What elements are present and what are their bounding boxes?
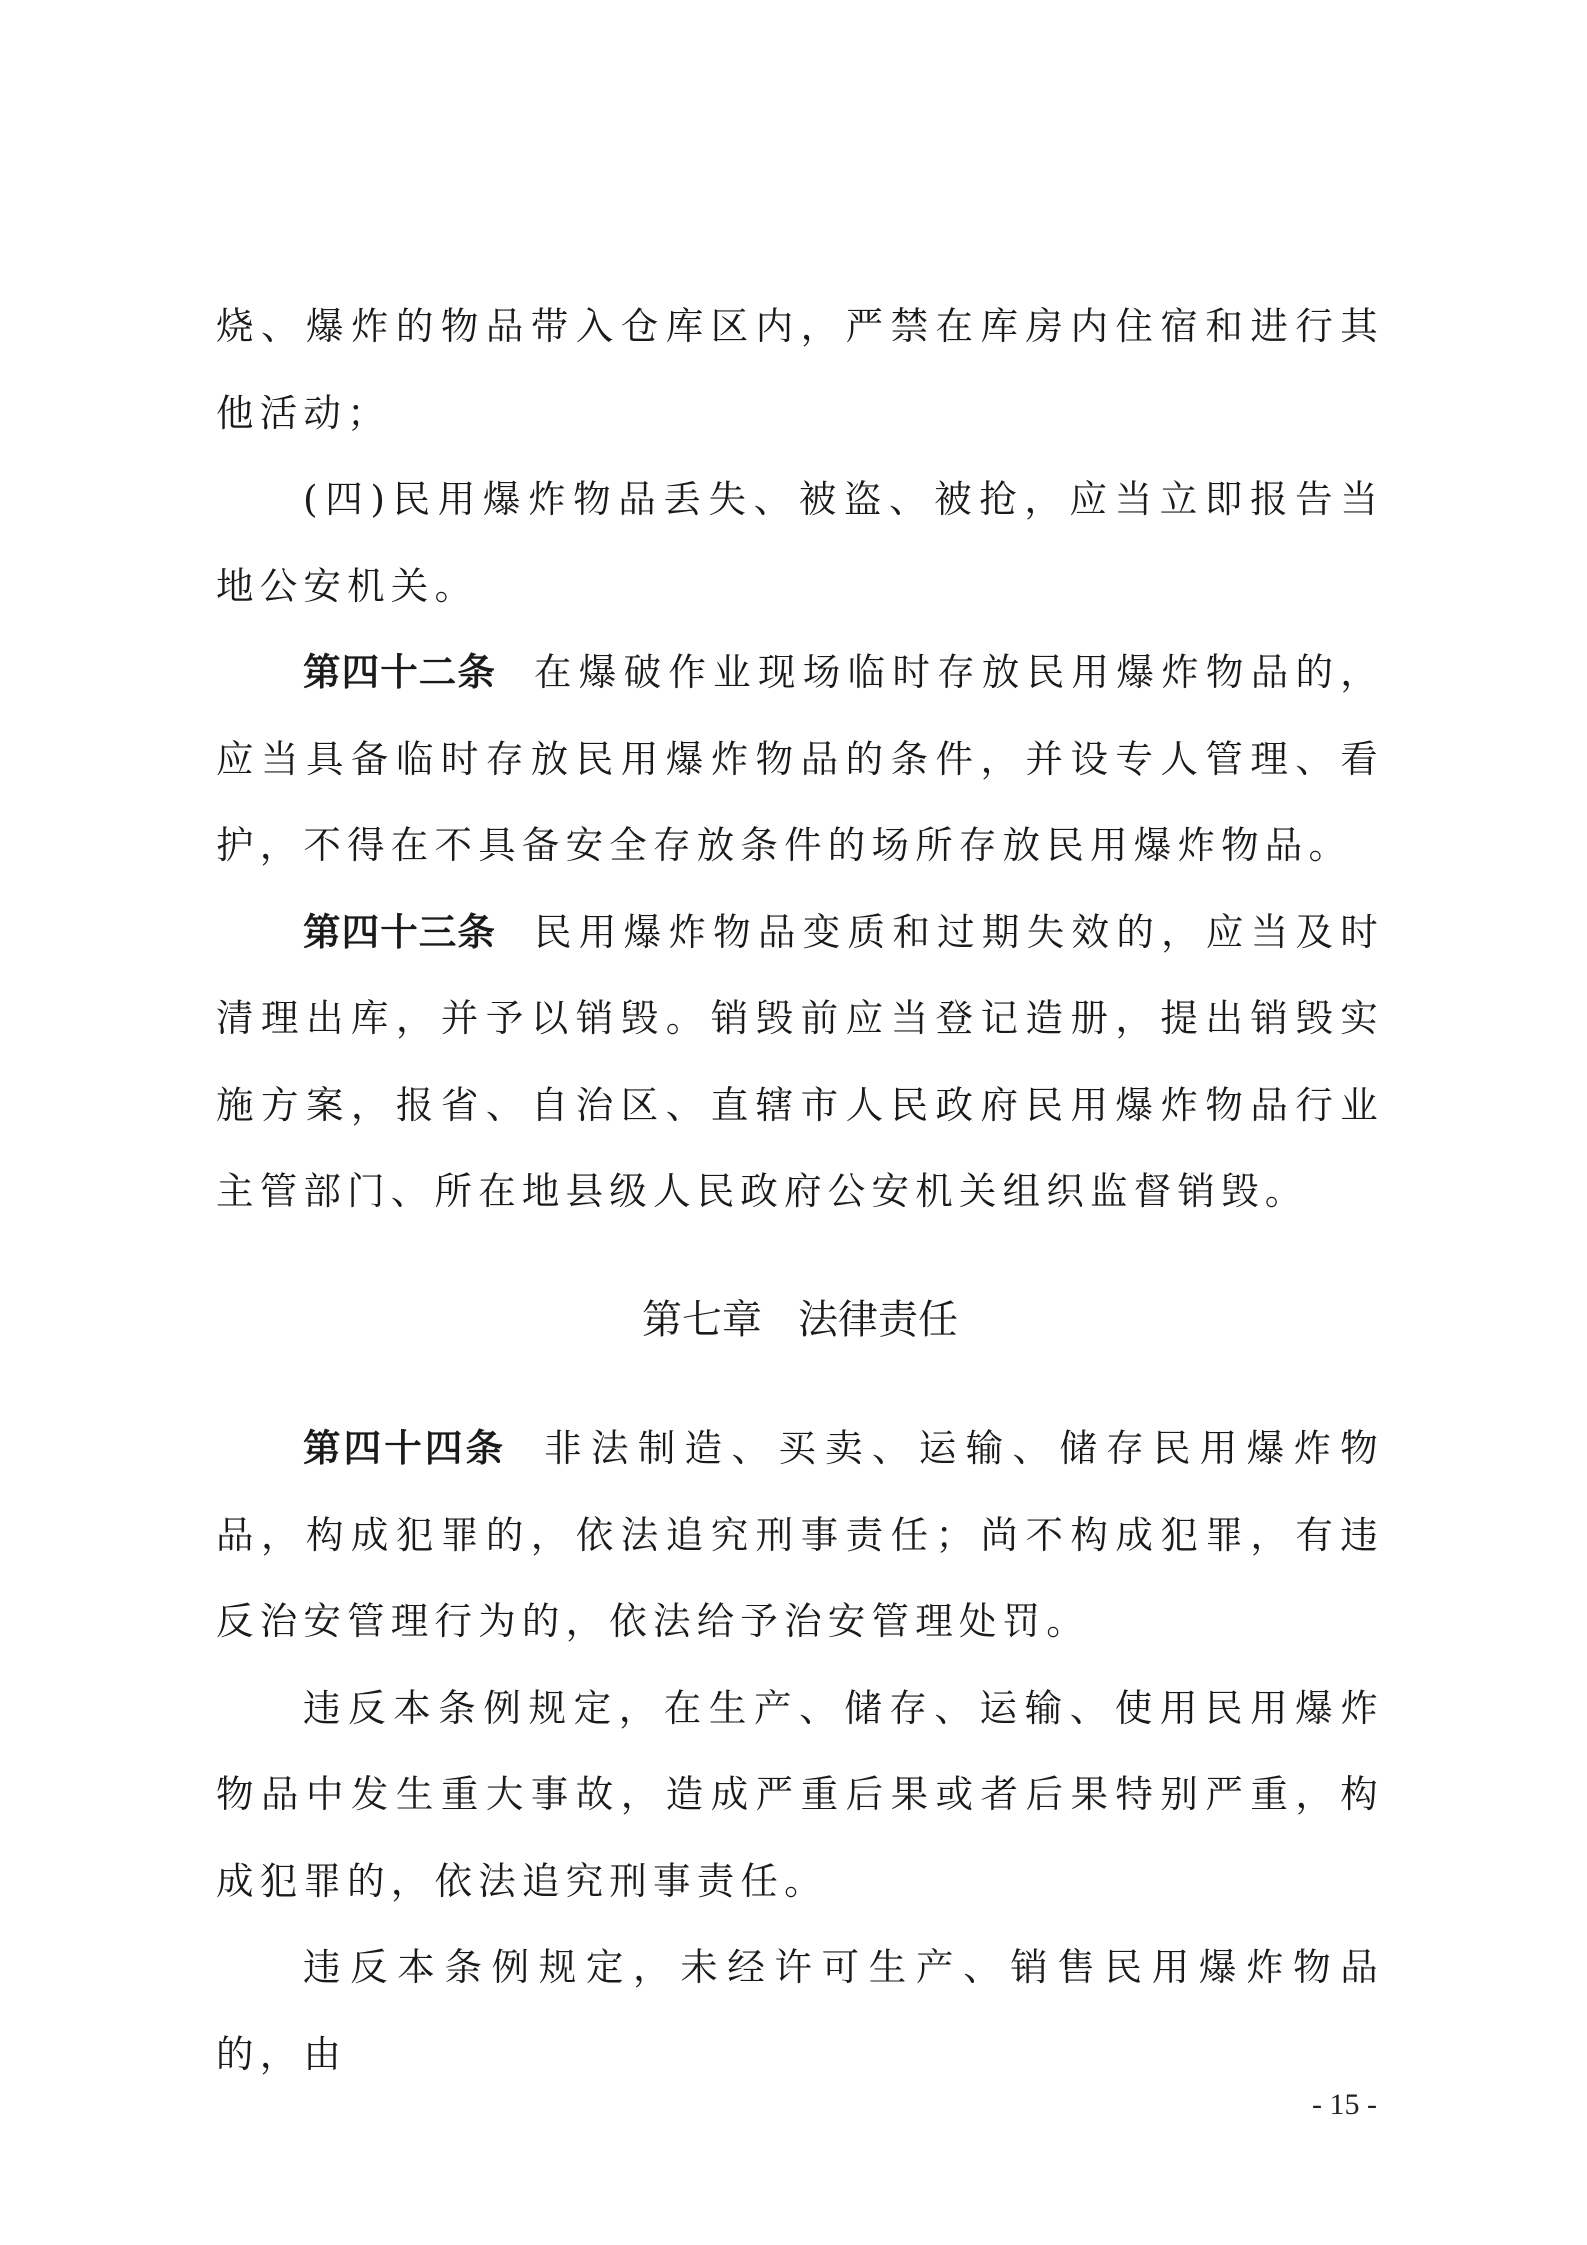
article-43-text: 民用爆炸物品变质和过期失效的，应当及时清理出库，并予以销毁。销毁前应当登记造册，提出销毁实施方案，报省、自治区、直辖市人民政府民用爆炸物品行业主管部门、所在地县级人民政府公安机关组织监督销毁。 bbox=[216, 909, 1384, 1213]
article-44-label: 第四十四条 bbox=[303, 1426, 507, 1470]
article-44-paragraph-2: 违反本条例规定，在生产、储存、运输、使用民用爆炸物品中发生重大事故，造成严重后果或者后果特别严重，构成犯罪的，依法追究刑事责任。 bbox=[216, 1685, 1384, 1903]
article-44-paragraph-3: 违反本条例规定，未经许可生产、销售民用爆炸物品的，由 bbox=[216, 1945, 1384, 2076]
page-number: - 15 - bbox=[1312, 2088, 1377, 2121]
chapter-title bbox=[216, 1277, 1384, 1364]
article-43 bbox=[216, 889, 1384, 1235]
paragraph-item-4: (四)民用爆炸物品丢失、被盗、被抢，应当立即报告当地公安机关。 bbox=[216, 477, 1384, 608]
article-44-text: 非法制造、买卖、运输、储存民用爆炸物品，构成犯罪的，依法追究刑事责任；尚不构成犯罪，有违反治安管理行为的，依法给予治安管理处罚。 bbox=[216, 1426, 1385, 1643]
body-text bbox=[216, 283, 1384, 2097]
article-44 bbox=[216, 1405, 1384, 1665]
paragraph-continued: 烧、爆炸的物品带入仓库区内，严禁在库房内住宿和进行其他活动； bbox=[216, 304, 1384, 435]
article-42 bbox=[216, 629, 1384, 889]
article-42-label: 第四十二条 bbox=[303, 650, 496, 694]
article-42-text: 在爆破作业现场临时存放民用爆炸物品的，应当具备临时存放民用爆炸物品的条件，并设专人管理、看护，不得在不具备安全存放条件的场所存放民用爆炸物品。 bbox=[216, 650, 1384, 867]
chapter-number: 第七章 bbox=[642, 1296, 762, 1343]
article-43-label: 第四十三条 bbox=[303, 909, 496, 954]
chapter-name: 法律责任 bbox=[798, 1296, 958, 1343]
